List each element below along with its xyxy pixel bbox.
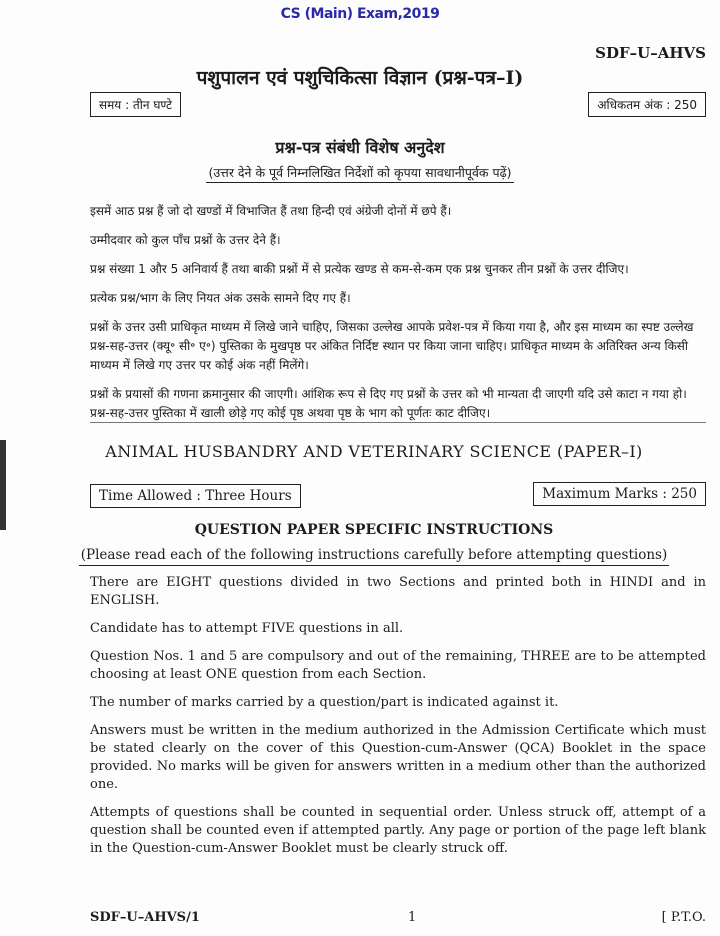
english-marks-box: Maximum Marks : 250	[533, 482, 706, 506]
hindi-instruction: प्रश्नों के उत्तर उसी प्राधिकृत माध्यम में लिखे जाने चाहिए, जिसका उल्लेख आपके प्रवेश-पत्र में किया गया है, और इस माध्यम का स्पष्ट उल्लेख प्रश्न-सह-उत्तर (क्यू॰ सी॰ ए॰) पुस्तिका के मुखपृष्ठ पर अंकित निर्दिष्ट स्थान पर किया जाना चाहिए। प्राधिकृत माध्यम के अतिरिक्त अन्य किसी माध्यम में लिखे गए उत्तर पर कोई अंक नहीं मिलेंगे।	[90, 320, 694, 372]
english-instructions	[90, 574, 706, 868]
exam-stamp: CS (Main) Exam,2019	[280, 6, 440, 22]
english-title: ANIMAL HUSBANDRY AND VETERINARY SCIENCE (PAPER–I)	[105, 442, 643, 461]
english-instructions-heading: QUESTION PAPER SPECIFIC INSTRUCTIONS	[194, 522, 554, 538]
english-instruction: The number of marks carried by a question/part is indicated against it.	[90, 695, 559, 710]
hindi-instructions-heading: प्रश्न-पत्र संबंधी विशेष अनुदेश	[275, 138, 445, 157]
hindi-instruction: इसमें आठ प्रश्न हैं जो दो खण्डों में विभाजित हैं तथा हिन्दी एवं अंग्रेजी दोनों में छपे हैं।	[90, 204, 452, 218]
english-instruction: Candidate has to attempt FIVE questions in all.	[90, 621, 404, 636]
english-time-box: Time Allowed : Three Hours	[90, 484, 301, 508]
english-instructions-subheading: (Please read each of the following instructions carefully before attempting questions)	[0, 547, 720, 563]
section-divider	[90, 422, 706, 423]
page-number: 1	[408, 910, 417, 925]
hindi-title: पशुपालन एवं पशुचिकित्सा विज्ञान (प्रश्न-पत्र–I)	[196, 67, 524, 89]
hindi-instruction: प्रश्नों के प्रयासों की गणना क्रमानुसार की जाएगी। आंशिक रूप से दिए गए प्रश्नों के उत्तर को भी मान्यता दी जाएगी यदि उसे काटा न गया हो। प्रश्न-सह-उत्तर पुस्तिका में खाली छोड़े गए कोई पृष्ठ अथवा पृष्ठ के भाग को पूर्णतः काट दीजिए।	[90, 387, 687, 420]
english-instruction: There are EIGHT questions divided in two Sections and printed both in HINDI and in ENGLISH.	[90, 575, 706, 608]
hindi-instruction: उम्मीदवार को कुल पाँच प्रश्नों के उत्तर देने हैं।	[90, 233, 281, 247]
hindi-marks-box: अधिकतम अंक : 250	[588, 92, 706, 117]
pto-label: [ P.T.O.	[661, 910, 706, 925]
english-instruction: Attempts of questions shall be counted in sequential order. Unless struck off, attempt of a question shall be counted even if attempted partly. Any page or portion of the page left blank in the Question-cum-Answer Booklet must be clearly struck off.	[90, 805, 706, 856]
english-instruction: Question Nos. 1 and 5 are compulsory and out of the remaining, THREE are to be attempted choosing at least ONE question from each Section.	[90, 649, 706, 682]
hindi-instructions	[90, 202, 706, 433]
footer-code: SDF–U–AHVS/1	[90, 910, 200, 925]
hindi-instruction: प्रत्येक प्रश्न/भाग के लिए नियत अंक उसके सामने दिए गए हैं।	[90, 291, 351, 305]
hindi-time-box: समय : तीन घण्टे	[90, 92, 181, 117]
english-instruction: Answers must be written in the medium authorized in the Admission Certificate which must be stated clearly on the cover of this Question-cum-Answer (QCA) Booklet in the space provided. No marks will be given for answers written in a medium other than the authorized one.	[90, 723, 706, 792]
paper-code: SDF–U–AHVS	[595, 44, 706, 62]
hindi-instruction: प्रश्न संख्या 1 और 5 अनिवार्य हैं तथा बाकी प्रश्नों में से प्रत्येक खण्ड से कम-से-कम एक प्रश्न चुनकर तीन प्रश्नों के उत्तर दीजिए।	[90, 262, 629, 276]
hindi-instructions-subheading: (उत्तर देने के पूर्व निम्नलिखित निर्देशों को कृपया सावधानीपूर्वक पढ़ें)	[0, 164, 720, 181]
